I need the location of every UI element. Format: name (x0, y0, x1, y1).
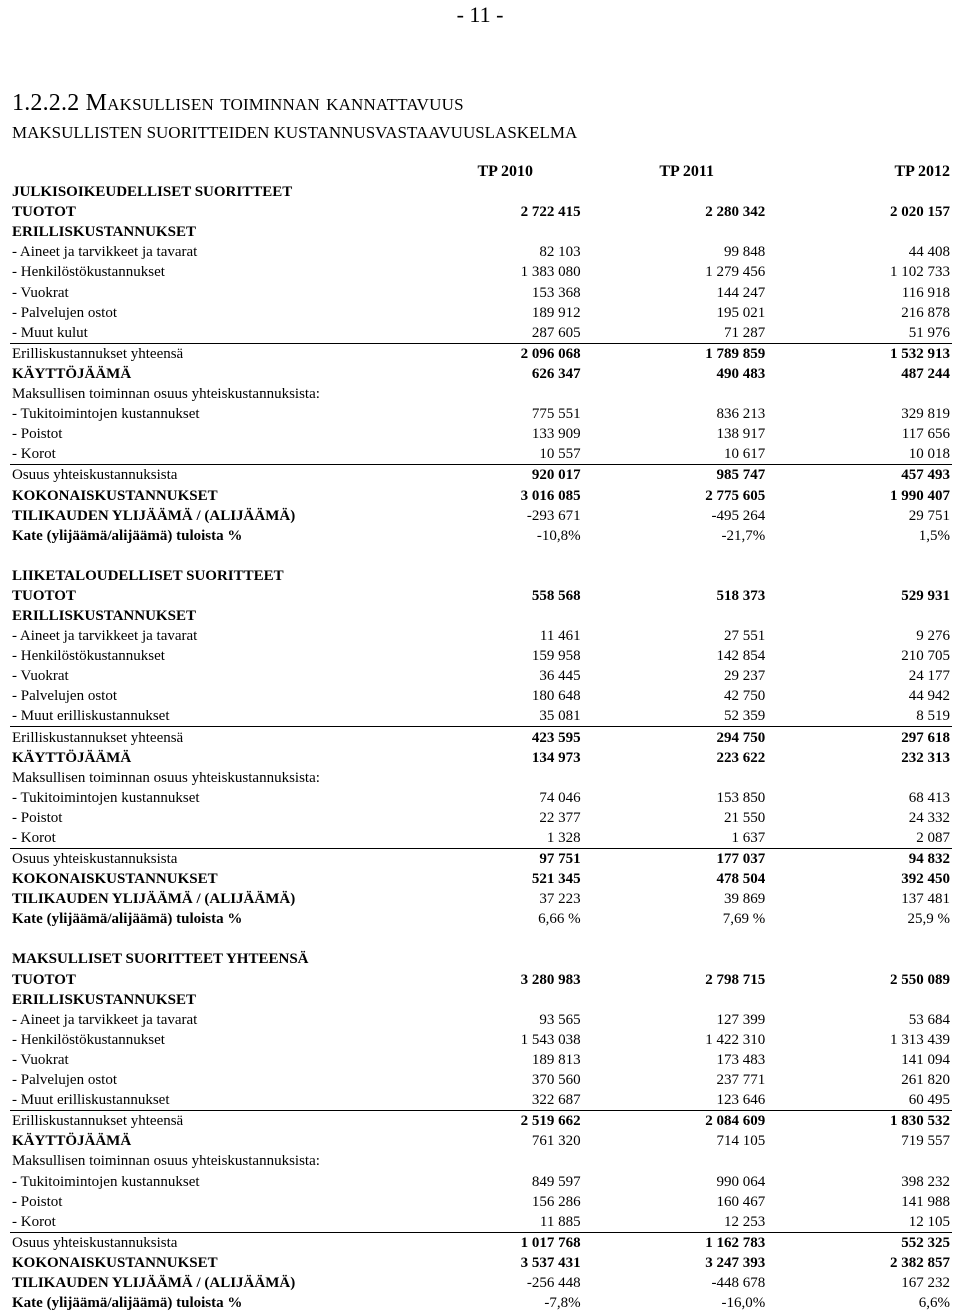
value-cell-tp-2010: 153 368 (531, 284, 581, 301)
value-cell-tp-2011: 7,69 % (722, 911, 766, 928)
row-label: - Henkilöstökustannukset (12, 648, 165, 665)
value-cell-tp-2012: 137 481 (901, 891, 950, 908)
value-cell-tp-2011: 42 750 (724, 688, 766, 705)
value-cell-tp-2012 (767, 1151, 952, 1171)
row-label (10, 929, 450, 949)
value-cell-tp-2010 (450, 768, 582, 788)
value-cell-tp-2011: 153 850 (716, 789, 766, 806)
section-title: aksullisen toiminnan kannattavuus (107, 90, 464, 116)
row-label: KOKONAISKUSTANNUKSET (12, 871, 218, 888)
value-cell-tp-2012: 8 519 (767, 706, 952, 727)
value-cell-tp-2011: 1 637 (583, 828, 768, 849)
value-cell-tp-2012: 94 832 (908, 851, 950, 868)
row-label: Kate (ylijäämä/alijäämä) tuloista % (12, 527, 243, 544)
row-label: TILIKAUDEN YLIJÄÄMÄ / (ALIJÄÄMÄ) (12, 1274, 296, 1291)
value-cell-tp-2012: 2 020 157 (890, 204, 950, 221)
value-cell-tp-2011: 985 747 (716, 467, 766, 484)
value-cell-tp-2010: 322 687 (450, 1090, 582, 1111)
value-cell-tp-2010: 287 605 (450, 323, 582, 344)
table-row (10, 364, 952, 384)
value-cell-tp-2011: 27 551 (724, 628, 766, 645)
value-cell-tp-2011: 173 483 (716, 1051, 766, 1068)
value-cell-tp-2011: 160 467 (716, 1193, 766, 1210)
section-title-initial: M (85, 90, 108, 116)
row-label: - Poistot (12, 809, 63, 826)
table-row (10, 929, 952, 949)
value-cell-tp-2010: 74 046 (539, 789, 581, 806)
table-row (10, 1010, 952, 1030)
row-label: - Korot (10, 444, 450, 465)
value-cell-tp-2010: 423 595 (531, 729, 581, 746)
table-row (10, 969, 952, 989)
value-cell-tp-2010 (450, 1151, 582, 1171)
value-cell-tp-2011: 1 279 456 (705, 264, 766, 281)
table-row (10, 1050, 952, 1070)
value-cell-tp-2010: 521 345 (531, 871, 581, 888)
row-label: ERILLISKUSTANNUKSET (12, 224, 196, 241)
row-label: - Muut erilliskustannukset (10, 1090, 450, 1111)
value-cell-tp-2012: 29 751 (908, 507, 950, 524)
table-row (10, 262, 952, 282)
value-cell-tp-2012: 24 332 (908, 809, 950, 826)
table-row (10, 990, 952, 1010)
table-row (10, 566, 952, 586)
value-cell-tp-2011 (583, 990, 768, 1010)
value-cell-tp-2012: 2 087 (767, 828, 952, 849)
value-cell-tp-2011: 237 771 (716, 1072, 766, 1089)
row-label: Kate (ylijäämä/alijäämä) tuloista % (12, 911, 243, 928)
value-cell-tp-2010: 2 519 662 (520, 1113, 581, 1130)
row-label: MAKSULLISET SUORITTEET YHTEENSÄ (12, 951, 309, 968)
value-cell-tp-2012: 1 532 913 (890, 345, 950, 362)
row-label: ERILLISKUSTANNUKSET (12, 607, 196, 624)
table-row (10, 949, 952, 969)
value-cell-tp-2010: 82 103 (539, 244, 581, 261)
table-row (10, 1293, 952, 1313)
value-cell-tp-2012: 51 976 (767, 323, 952, 344)
row-label: LIIKETALOUDELLISET SUORITTEET (12, 567, 284, 584)
row-label: Maksullisen toiminnan osuus yhteiskustannuksista: (12, 1153, 320, 1170)
table-row (10, 1253, 952, 1273)
row-label: Kate (ylijäämä/alijäämä) tuloista % (12, 1295, 243, 1312)
value-cell-tp-2012: 24 177 (908, 668, 950, 685)
value-cell-tp-2010 (450, 222, 582, 242)
value-cell-tp-2010: 159 958 (531, 648, 581, 665)
value-cell-tp-2010: 11 461 (539, 628, 581, 645)
value-cell-tp-2012: 1 990 407 (890, 487, 950, 504)
value-cell-tp-2012: 44 942 (908, 688, 950, 705)
value-cell-tp-2012: 1,5% (918, 527, 950, 544)
table-row (10, 222, 952, 242)
value-cell-tp-2010: -10,8% (536, 527, 581, 544)
table-row (10, 1030, 952, 1050)
table-row (10, 1273, 952, 1293)
value-cell-tp-2010: 370 560 (531, 1072, 581, 1089)
value-cell-tp-2011: -495 264 (711, 507, 766, 524)
value-cell-tp-2011: -16,0% (721, 1295, 766, 1312)
value-cell-tp-2012 (767, 222, 952, 242)
table-row (10, 849, 952, 870)
value-cell-tp-2011: 1 422 310 (705, 1031, 766, 1048)
table-row (10, 282, 952, 302)
value-cell-tp-2010: 1 383 080 (520, 264, 581, 281)
table-row (10, 202, 952, 222)
table-row (10, 1131, 952, 1151)
value-cell-tp-2012 (767, 606, 952, 626)
value-cell-tp-2011: 142 854 (716, 648, 766, 665)
value-cell-tp-2012: 10 018 (767, 444, 952, 465)
row-label: TUOTOT (12, 971, 76, 988)
page-number: - 11 - (456, 2, 504, 27)
value-cell-tp-2012 (767, 182, 952, 202)
value-cell-tp-2012: 719 557 (901, 1133, 950, 1150)
row-label: JULKISOIKEUDELLISET SUORITTEET (12, 184, 293, 201)
value-cell-tp-2010: 189 912 (531, 304, 581, 321)
value-cell-tp-2010 (450, 384, 582, 404)
value-cell-tp-2011: 714 105 (716, 1133, 766, 1150)
value-cell-tp-2010: -7,8% (544, 1295, 581, 1312)
row-label: - Aineet ja tarvikkeet ja tavarat (12, 628, 198, 645)
value-cell-tp-2011 (583, 546, 768, 566)
value-cell-tp-2012: 329 819 (901, 406, 950, 423)
value-cell-tp-2011: 195 021 (716, 304, 766, 321)
value-cell-tp-2010: 36 445 (539, 668, 581, 685)
value-cell-tp-2010: 3 016 085 (520, 487, 581, 504)
row-label: - Korot (10, 1212, 450, 1233)
table-row (10, 1111, 952, 1132)
value-cell-tp-2011: 490 483 (716, 365, 766, 382)
row-label: TILIKAUDEN YLIJÄÄMÄ / (ALIJÄÄMÄ) (12, 507, 296, 524)
table-row (10, 909, 952, 929)
value-cell-tp-2010: 156 286 (531, 1193, 581, 1210)
value-cell-tp-2012: 2 550 089 (890, 971, 950, 988)
value-cell-tp-2010 (450, 929, 582, 949)
table-row (10, 506, 952, 526)
value-cell-tp-2010: 133 909 (531, 426, 581, 443)
value-cell-tp-2011: 836 213 (716, 406, 766, 423)
cost-recovery-table (10, 182, 952, 1313)
value-cell-tp-2010: 920 017 (531, 467, 581, 484)
table-row (10, 706, 952, 727)
table-row (10, 444, 952, 465)
value-cell-tp-2011: 2 775 605 (705, 487, 766, 504)
value-cell-tp-2010 (450, 949, 582, 969)
table-row (10, 686, 952, 706)
value-cell-tp-2011: 138 917 (716, 426, 766, 443)
table-row (10, 808, 952, 828)
value-cell-tp-2010: 22 377 (539, 809, 581, 826)
value-cell-tp-2011 (583, 949, 768, 969)
section-heading (12, 90, 464, 117)
row-label: - Korot (10, 828, 450, 849)
value-cell-tp-2012 (767, 929, 952, 949)
value-cell-tp-2010: 11 885 (450, 1212, 582, 1233)
row-label: ERILLISKUSTANNUKSET (12, 991, 196, 1008)
value-cell-tp-2010: 2 722 415 (520, 204, 581, 221)
table-row (10, 182, 952, 202)
value-cell-tp-2011 (583, 566, 768, 586)
table-row (10, 1090, 952, 1111)
table-row (10, 1171, 952, 1191)
table-row (10, 1232, 952, 1253)
value-cell-tp-2012 (767, 546, 952, 566)
value-cell-tp-2011: 29 237 (724, 668, 766, 685)
table-row (10, 889, 952, 909)
row-label: Osuus yhteiskustannuksista (12, 851, 178, 868)
value-cell-tp-2012: 141 094 (901, 1051, 950, 1068)
value-cell-tp-2012 (767, 768, 952, 788)
table-row (10, 303, 952, 323)
value-cell-tp-2010 (450, 606, 582, 626)
value-cell-tp-2010: -293 671 (526, 507, 581, 524)
value-cell-tp-2011: 10 617 (583, 444, 768, 465)
table-body (10, 182, 952, 1313)
value-cell-tp-2011: 71 287 (583, 323, 768, 344)
table-row (10, 1151, 952, 1171)
value-cell-tp-2010: 849 597 (531, 1173, 581, 1190)
row-label: - Henkilöstökustannukset (12, 264, 165, 281)
value-cell-tp-2010: 2 096 068 (520, 345, 581, 362)
value-cell-tp-2011: 177 037 (716, 851, 766, 868)
value-cell-tp-2012: 68 413 (908, 789, 950, 806)
table-row (10, 606, 952, 626)
value-cell-tp-2010 (450, 566, 582, 586)
value-cell-tp-2010: 37 223 (539, 891, 581, 908)
row-label: KOKONAISKUSTANNUKSET (12, 487, 218, 504)
value-cell-tp-2011: 144 247 (716, 284, 766, 301)
value-cell-tp-2011: 127 399 (716, 1011, 766, 1028)
value-cell-tp-2011: 3 247 393 (705, 1254, 766, 1271)
table-row (10, 384, 952, 404)
value-cell-tp-2010: 189 813 (531, 1051, 581, 1068)
table-row (10, 768, 952, 788)
value-cell-tp-2012: 53 684 (908, 1011, 950, 1028)
value-cell-tp-2011: 99 848 (724, 244, 766, 261)
row-label: - Henkilöstökustannukset (12, 1031, 165, 1048)
row-label: - Palvelujen ostot (12, 1072, 117, 1089)
value-cell-tp-2010: 1 017 768 (520, 1234, 581, 1251)
row-label: TUOTOT (12, 587, 76, 604)
table-row (10, 323, 952, 344)
value-cell-tp-2012: 6,6% (918, 1295, 950, 1312)
value-cell-tp-2011: -21,7% (721, 527, 766, 544)
value-cell-tp-2012: 25,9 % (907, 911, 950, 928)
column-header-2011: TP 2011 (659, 163, 714, 180)
table-row (10, 404, 952, 424)
value-cell-tp-2011: 2 084 609 (705, 1113, 766, 1130)
table-row (10, 748, 952, 768)
table-row (10, 465, 952, 486)
value-cell-tp-2012: 529 931 (901, 587, 950, 604)
value-cell-tp-2012: 167 232 (901, 1274, 950, 1291)
table-row (10, 646, 952, 666)
row-label: - Vuokrat (12, 284, 69, 301)
table-row (10, 586, 952, 606)
value-cell-tp-2012: 12 105 (767, 1212, 952, 1233)
value-cell-tp-2012: 44 408 (908, 244, 950, 261)
table-row (10, 666, 952, 686)
row-label: KÄYTTÖJÄÄMÄ (12, 749, 132, 766)
row-label: - Muut kulut (10, 323, 450, 344)
value-cell-tp-2011: 21 550 (724, 809, 766, 826)
value-cell-tp-2011 (583, 768, 768, 788)
value-cell-tp-2011: 2 798 715 (705, 971, 766, 988)
table-row (10, 1070, 952, 1090)
value-cell-tp-2011 (583, 182, 768, 202)
report-subtitle: MAKSULLISTEN SUORITTEIDEN KUSTANNUSVASTAAVUUSLASKELMA (12, 123, 578, 142)
value-cell-tp-2012: 2 382 857 (890, 1254, 950, 1271)
table-row (10, 727, 952, 748)
value-cell-tp-2012: 1 830 532 (890, 1113, 950, 1130)
row-label (10, 546, 450, 566)
value-cell-tp-2010: -256 448 (526, 1274, 581, 1291)
table-row (10, 526, 952, 546)
value-cell-tp-2012 (767, 566, 952, 586)
value-cell-tp-2012: 210 705 (901, 648, 950, 665)
value-cell-tp-2010 (450, 990, 582, 1010)
value-cell-tp-2012: 216 878 (901, 304, 950, 321)
row-label: TUOTOT (12, 204, 76, 221)
row-label: KÄYTTÖJÄÄMÄ (12, 1133, 132, 1150)
value-cell-tp-2010: 3 280 983 (520, 971, 581, 988)
table-row (10, 1192, 952, 1212)
value-cell-tp-2010: 775 551 (531, 406, 581, 423)
value-cell-tp-2012: 457 493 (901, 467, 950, 484)
table-row (10, 242, 952, 262)
value-cell-tp-2010: 1 328 (450, 828, 582, 849)
table-row (10, 626, 952, 646)
value-cell-tp-2011: 478 504 (716, 871, 766, 888)
row-label: - Vuokrat (12, 1051, 69, 1068)
table-row (10, 828, 952, 849)
row-label: KÄYTTÖJÄÄMÄ (12, 365, 132, 382)
table-row (10, 424, 952, 444)
value-cell-tp-2011: 123 646 (583, 1090, 768, 1111)
row-label: Erilliskustannukset yhteensä (12, 345, 184, 362)
value-cell-tp-2010: 180 648 (531, 688, 581, 705)
value-cell-tp-2012: 141 988 (901, 1193, 950, 1210)
value-cell-tp-2012: 232 313 (901, 749, 950, 766)
value-cell-tp-2011: -448 678 (711, 1274, 766, 1291)
value-cell-tp-2010: 3 537 431 (520, 1254, 581, 1271)
value-cell-tp-2012: 392 450 (901, 871, 950, 888)
row-label: - Aineet ja tarvikkeet ja tavarat (12, 1011, 198, 1028)
row-label: Maksullisen toiminnan osuus yhteiskustannuksista: (12, 769, 320, 786)
value-cell-tp-2011: 294 750 (716, 729, 766, 746)
row-label: - Vuokrat (12, 668, 69, 685)
row-label: Erilliskustannukset yhteensä (12, 729, 184, 746)
row-label: Osuus yhteiskustannuksista (12, 1234, 178, 1251)
table-row (10, 485, 952, 505)
value-cell-tp-2012 (767, 949, 952, 969)
value-cell-tp-2011 (583, 929, 768, 949)
value-cell-tp-2012: 552 325 (901, 1234, 950, 1251)
row-label: - Palvelujen ostot (12, 688, 117, 705)
column-header-2012: TP 2012 (894, 163, 950, 180)
value-cell-tp-2011 (583, 606, 768, 626)
value-cell-tp-2010 (450, 182, 582, 202)
row-label: - Muut erilliskustannukset (10, 706, 450, 727)
value-cell-tp-2012: 398 232 (901, 1173, 950, 1190)
row-label: - Tukitoimintojen kustannukset (12, 789, 200, 806)
value-cell-tp-2012: 60 495 (767, 1090, 952, 1111)
value-cell-tp-2011 (583, 1151, 768, 1171)
value-cell-tp-2010: 6,66 % (538, 911, 581, 928)
row-label: - Aineet ja tarvikkeet ja tavarat (12, 244, 198, 261)
table-row (10, 1212, 952, 1233)
value-cell-tp-2012 (767, 990, 952, 1010)
table-row (10, 343, 952, 364)
row-label: Erilliskustannukset yhteensä (12, 1113, 184, 1130)
value-cell-tp-2011 (583, 384, 768, 404)
value-cell-tp-2011: 52 359 (583, 706, 768, 727)
row-label: - Poistot (12, 1193, 63, 1210)
value-cell-tp-2010: 626 347 (531, 365, 581, 382)
row-label: TILIKAUDEN YLIJÄÄMÄ / (ALIJÄÄMÄ) (12, 891, 296, 908)
value-cell-tp-2011: 39 869 (724, 891, 766, 908)
row-label: - Palvelujen ostot (12, 304, 117, 321)
value-cell-tp-2012: 117 656 (901, 426, 950, 443)
value-cell-tp-2010: 1 543 038 (520, 1031, 581, 1048)
value-cell-tp-2012: 261 820 (901, 1072, 950, 1089)
value-cell-tp-2012 (767, 384, 952, 404)
row-label: Osuus yhteiskustannuksista (12, 467, 178, 484)
section-number: 1.2.2.2 (12, 90, 80, 116)
table-row (10, 788, 952, 808)
row-label: - Tukitoimintojen kustannukset (12, 1173, 200, 1190)
row-label: KOKONAISKUSTANNUKSET (12, 1254, 218, 1271)
column-header-2010: TP 2010 (477, 163, 533, 180)
value-cell-tp-2010: 93 565 (539, 1011, 581, 1028)
value-cell-tp-2010: 10 557 (450, 444, 582, 465)
row-label: - Poistot (12, 426, 63, 443)
value-cell-tp-2012: 116 918 (901, 284, 950, 301)
value-cell-tp-2010: 134 973 (531, 749, 581, 766)
value-cell-tp-2010: 558 568 (531, 587, 581, 604)
value-cell-tp-2011: 990 064 (716, 1173, 766, 1190)
value-cell-tp-2010 (450, 546, 582, 566)
value-cell-tp-2011: 223 622 (716, 749, 766, 766)
value-cell-tp-2012: 9 276 (916, 628, 950, 645)
value-cell-tp-2010: 761 320 (531, 1133, 581, 1150)
value-cell-tp-2010: 35 081 (450, 706, 582, 727)
table-row (10, 869, 952, 889)
value-cell-tp-2011: 518 373 (716, 587, 766, 604)
value-cell-tp-2011: 12 253 (583, 1212, 768, 1233)
value-cell-tp-2011: 1 789 859 (705, 345, 766, 362)
value-cell-tp-2011 (583, 222, 768, 242)
row-label: - Tukitoimintojen kustannukset (12, 406, 200, 423)
value-cell-tp-2012: 1 313 439 (890, 1031, 950, 1048)
table-row (10, 546, 952, 566)
value-cell-tp-2010: 97 751 (539, 851, 581, 868)
row-label: Maksullisen toiminnan osuus yhteiskustannuksista: (12, 386, 320, 403)
value-cell-tp-2012: 487 244 (901, 365, 950, 382)
value-cell-tp-2012: 297 618 (901, 729, 950, 746)
value-cell-tp-2011: 2 280 342 (705, 204, 766, 221)
value-cell-tp-2012: 1 102 733 (890, 264, 950, 281)
value-cell-tp-2011: 1 162 783 (705, 1234, 766, 1251)
